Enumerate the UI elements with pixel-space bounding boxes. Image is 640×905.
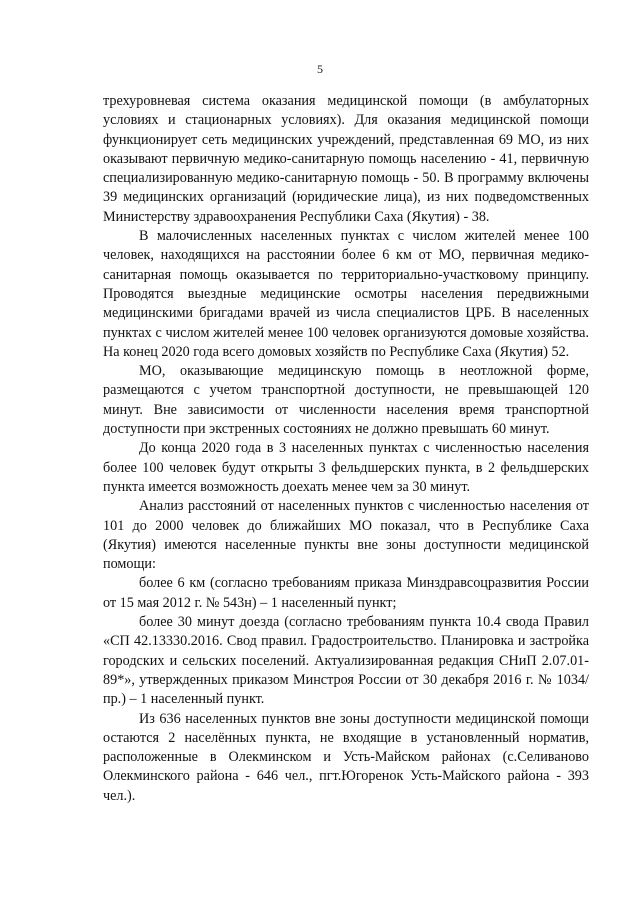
paragraph: В малочисленных населенных пунктах с числом жителей менее 100 человек, находящихся на расстоянии более 6 км от МО, первичная медико-санитарная помощь оказывается по территориально-участковому принципу. Проводятся выездные медицинские осмотры населения передвижными медицинскими бригадами врачей из числа специалистов ЦРБ. В населенных пунктах с числом жителей менее 100 человек организуются домовые хозяйства. На конец 2020 года всего домовых хозяйств по Республике Саха (Якутия) 52. — [103, 228, 589, 360]
paragraph: более 6 км (согласно требованиям приказа Минздравсоцразвития России от 15 мая 2012 г. № 543н) – 1 населенный пункт; — [103, 575, 589, 611]
document-body — [103, 92, 589, 806]
paragraph: Из 636 населенных пунктов вне зоны доступности медицинской помощи остаются 2 населённых пункта, не входящие в установленный норматив, расположенные в Олекминском и Усть-Майском районах (с.Селиваново Олекминского района - 646 чел., пгт.Югоренок Усть-Майского района - 393 чел.). — [103, 710, 589, 804]
paragraph: До конца 2020 года в 3 населенных пунктах с численностью населения более 100 человек будут открыты 3 фельдшерских пункта, в 2 фельдшерских пункта имеется возможность доехать менее чем за 30 минут. — [103, 440, 589, 495]
page-number: 5 — [317, 62, 323, 76]
paragraph: трехуровневая система оказания медицинской помощи (в амбулаторных условиях и стационарных условиях). Для оказания медицинской помощи функционирует сеть медицинских учреждений, представленная 69 МО, из них оказывают первичную медико-санитарную помощь населению - 41, первичную специализированную медико-санитарную помощь - 50. В программу включены 39 медицинских организаций (юридические лица), из них подведомственных Министерству здравоохранения Республики Саха (Якутия) - 38. — [103, 93, 589, 225]
paragraph: более 30 минут доезда (согласно требованиям пункта 10.4 свода Правил «СП 42.13330.2016. Свод правил. Градостроительство. Планировка и застройка городских и сельских поселений. Актуализированная редакция СНиП 2.07.01-89*», утвержденных приказом Минстроя России от 30 декабря 2016 г. № 1034/пр.) – 1 населенный пункт. — [103, 614, 589, 708]
paragraph: Анализ расстояний от населенных пунктов с численностью населения от 101 до 2000 человек до ближайших МО показал, что в Республике Саха (Якутия) имеются населенные пункты вне зоны доступности медицинской помощи: — [103, 498, 589, 573]
paragraph: МО, оказывающие медицинскую помощь в неотложной форме, размещаются с учетом транспортной доступности, не превышающей 120 минут. Вне зависимости от численности населения время транспортной доступности при экстренных состояниях не должно превышать 60 минут. — [103, 363, 589, 438]
